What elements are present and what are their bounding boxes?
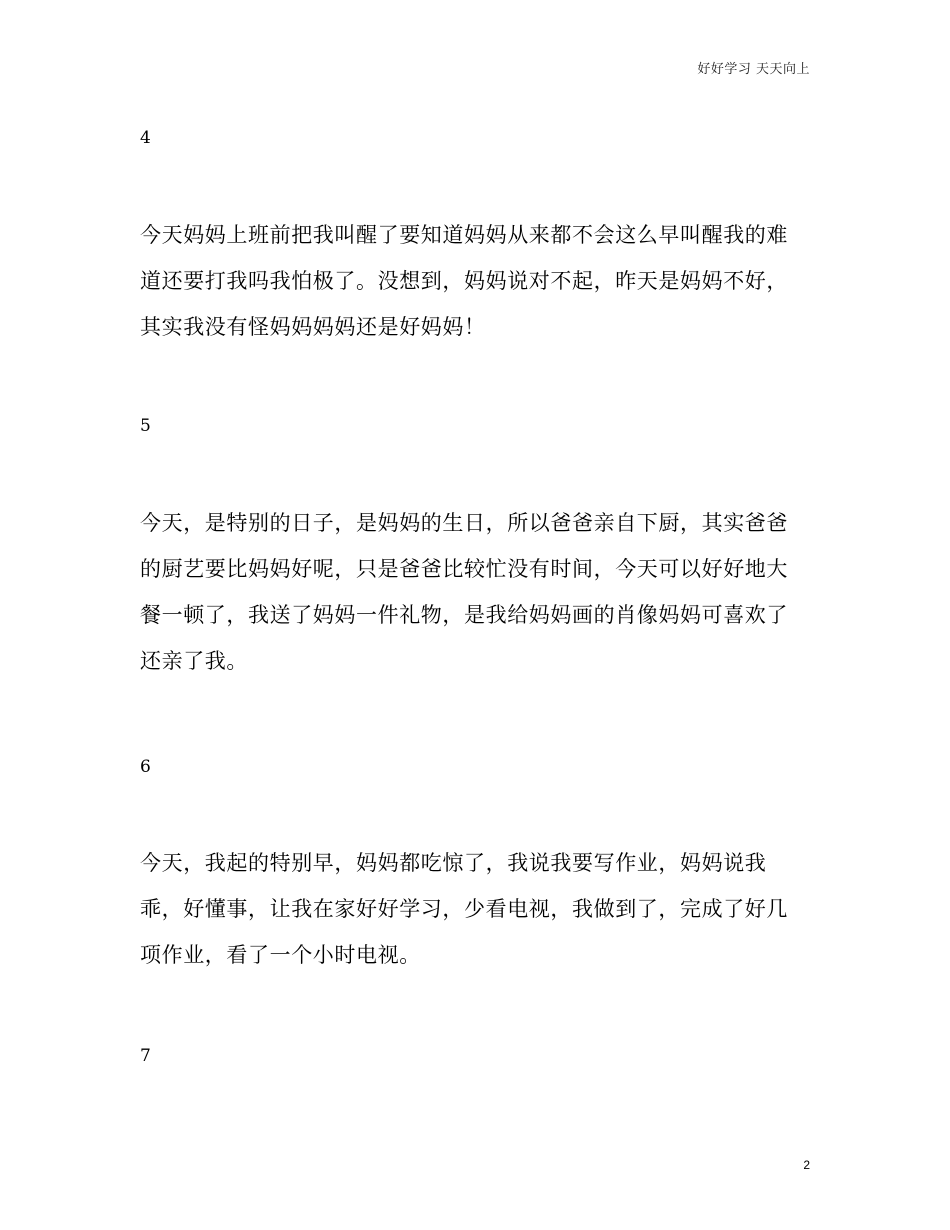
- section-number: 7: [140, 1046, 151, 1066]
- paragraph-line: 今天妈妈上班前把我叫醒了要知道妈妈从来都不会这么早叫醒我的难: [140, 223, 788, 247]
- paragraph: [140, 212, 810, 350]
- paragraph-line: 餐一顿了，我送了妈妈一件礼物，是我给妈妈画的肖像妈妈可喜欢了: [140, 603, 788, 627]
- paragraph-line: 还亲了我。: [140, 649, 248, 673]
- paragraph-line: 项作业，看了一个小时电视。: [140, 943, 421, 967]
- paragraph-line: 其实我没有怪妈妈妈妈还是好妈妈！: [140, 315, 486, 339]
- paragraph: [140, 840, 810, 978]
- paragraph-line: 今天，我起的特别早，妈妈都吃惊了，我说我要写作业，妈妈说我: [140, 851, 767, 875]
- section-number: 6: [140, 757, 151, 777]
- section-number: 5: [140, 416, 151, 436]
- page-header: 好好学习 天天向上: [697, 62, 810, 77]
- paragraph: [140, 500, 810, 684]
- paragraph-line: 的厨艺要比妈妈好呢，只是爸爸比较忙没有时间，今天可以好好地大: [140, 557, 788, 581]
- paragraph-line: 乖，好懂事，让我在家好好学习，少看电视，我做到了，完成了好几: [140, 897, 788, 921]
- page-number: 2: [803, 1158, 810, 1172]
- section-number: 4: [140, 128, 151, 148]
- paragraph-line: 道还要打我吗我怕极了。没想到，妈妈说对不起，昨天是妈妈不好，: [140, 269, 788, 293]
- paragraph-line: 今天，是特别的日子，是妈妈的生日，所以爸爸亲自下厨，其实爸爸: [140, 511, 788, 535]
